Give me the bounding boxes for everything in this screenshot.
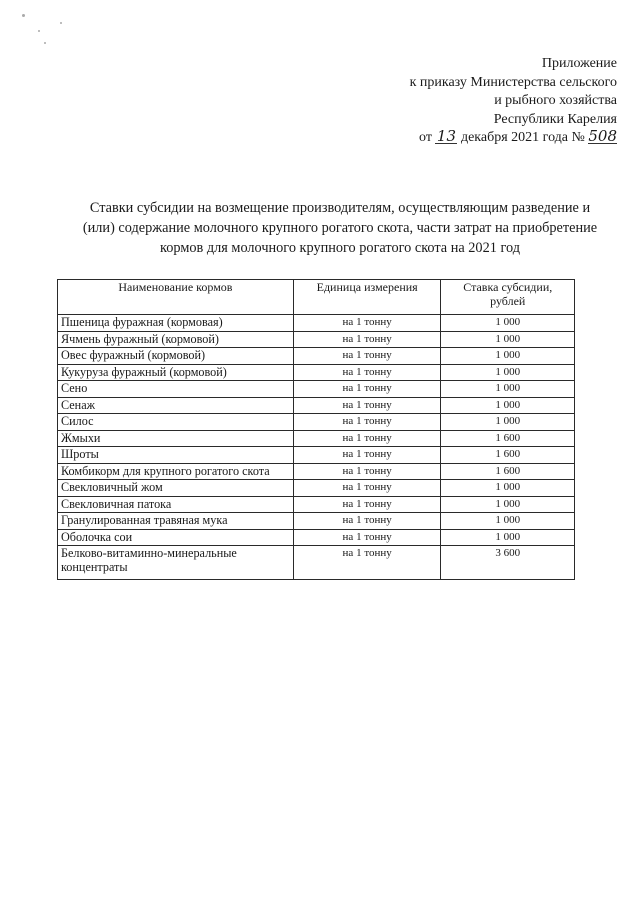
header-name: Наименование кормов — [58, 280, 294, 315]
rate-cell: 1 000 — [441, 496, 575, 513]
feed-name-cell: Сено — [58, 381, 294, 398]
unit-cell: на 1 тонну — [293, 430, 441, 447]
title-line: кормов для молочного крупного рогатого скота на 2021 год — [160, 240, 520, 256]
unit-cell: на 1 тонну — [293, 529, 441, 546]
unit-cell: на 1 тонну — [293, 546, 441, 580]
scan-speck — [22, 14, 25, 17]
feed-name-cell: Шроты — [58, 447, 294, 464]
table-row — [58, 463, 575, 480]
unit-cell: на 1 тонну — [293, 513, 441, 530]
unit-cell: на 1 тонну — [293, 315, 441, 332]
feed-name-cell: Силос — [58, 414, 294, 431]
handwritten-order-number: 508 — [588, 127, 617, 145]
unit-cell: на 1 тонну — [293, 463, 441, 480]
rate-cell: 1 000 — [441, 331, 575, 348]
scan-speck — [60, 22, 62, 24]
appendix-line: и рыбного хозяйства — [494, 93, 617, 108]
table-header-row — [58, 280, 575, 315]
table-row — [58, 480, 575, 497]
rate-cell: 3 600 — [441, 546, 575, 580]
document-title — [70, 198, 610, 258]
table-row — [58, 364, 575, 381]
feed-name-cell: Жмыхи — [58, 430, 294, 447]
rate-cell: 1 000 — [441, 414, 575, 431]
unit-cell: на 1 тонну — [293, 397, 441, 414]
subsidy-rates-table — [57, 279, 575, 580]
unit-cell: на 1 тонну — [293, 480, 441, 497]
rate-cell: 1 000 — [441, 529, 575, 546]
feed-name-cell: Гранулированная травяная мука — [58, 513, 294, 530]
rate-cell: 1 000 — [441, 397, 575, 414]
table-row — [58, 529, 575, 546]
scan-speck — [44, 42, 46, 44]
feed-name-cell: Овес фуражный (кормовой) — [58, 348, 294, 365]
table-row — [58, 496, 575, 513]
table-row — [58, 348, 575, 365]
appendix-header — [297, 55, 617, 148]
table-row — [58, 414, 575, 431]
table-row — [58, 315, 575, 332]
rate-cell: 1 000 — [441, 315, 575, 332]
unit-cell: на 1 тонну — [293, 447, 441, 464]
table-row — [58, 430, 575, 447]
table-row — [58, 546, 575, 580]
title-line: (или) содержание молочного крупного рогатого скота, части затрат на приобретение — [82, 220, 598, 236]
header-rate: Ставка субсидии, рублей — [441, 280, 575, 315]
rate-cell: 1 600 — [441, 463, 575, 480]
appendix-line: Приложение — [541, 56, 617, 71]
unit-cell: на 1 тонну — [293, 348, 441, 365]
handwritten-day: 13 — [436, 127, 457, 145]
rate-cell: 1 600 — [441, 430, 575, 447]
appendix-date-line — [297, 129, 617, 148]
feed-name-cell: Пшеница фуражная (кормовая) — [58, 315, 294, 332]
feed-name-cell: Кукуруза фуражный (кормовой) — [58, 364, 294, 381]
feed-name-cell: Белково-витаминно-минеральные концентраты — [58, 546, 294, 580]
rate-cell: 1 000 — [441, 381, 575, 398]
table-row — [58, 331, 575, 348]
unit-cell: на 1 тонну — [293, 364, 441, 381]
feed-name-cell: Ячмень фуражный (кормовой) — [58, 331, 294, 348]
table-row — [58, 397, 575, 414]
feed-name-cell: Свекловичный жом — [58, 480, 294, 497]
header-unit: Единица измерения — [293, 280, 441, 315]
scan-speck — [38, 30, 40, 32]
date-prefix: от — [419, 130, 432, 145]
unit-cell: на 1 тонну — [293, 381, 441, 398]
date-suffix: декабря 2021 года № — [460, 130, 585, 145]
unit-cell: на 1 тонну — [293, 331, 441, 348]
table-row — [58, 381, 575, 398]
unit-cell: на 1 тонну — [293, 414, 441, 431]
rate-cell: 1 000 — [441, 513, 575, 530]
appendix-line: Республики Карелия — [493, 111, 617, 127]
rate-cell: 1 000 — [441, 480, 575, 497]
feed-name-cell: Оболочка сои — [58, 529, 294, 546]
rate-cell: 1 000 — [441, 364, 575, 381]
rate-cell: 1 000 — [441, 348, 575, 365]
table-row — [58, 447, 575, 464]
unit-cell: на 1 тонну — [293, 496, 441, 513]
title-line: Ставки субсидии на возмещение производителям, осуществляющим разведение и — [89, 200, 591, 216]
feed-name-cell: Свекловичная патока — [58, 496, 294, 513]
feed-name-cell: Комбикорм для крупного рогатого скота — [58, 463, 294, 480]
rate-cell: 1 600 — [441, 447, 575, 464]
table-row — [58, 513, 575, 530]
feed-name-cell: Сенаж — [58, 397, 294, 414]
appendix-line: к приказу Министерства сельского — [409, 74, 617, 90]
